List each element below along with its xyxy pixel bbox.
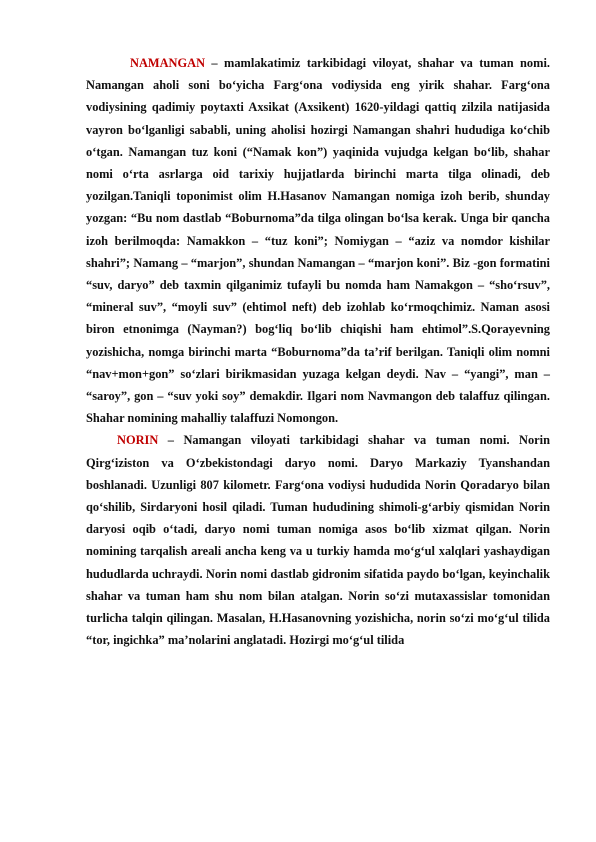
- document-page: [86, 52, 550, 651]
- entry-term: NORIN: [117, 433, 159, 448]
- entry-namangan: [86, 52, 550, 429]
- entry-text: – Namangan viloyati tarkibidagi shahar va tuman nomi. Norin Qirg‘iziston va O‘zbekistondagi daryo nomi. Daryo Markaziy Tyanshandan boshlanadi. Uzunligi 807 kilometr. Farg‘ona vodiysi hududida Norin Qoradaryo bilan qo‘shilib, Sirdaryoni hosil qiladi. Tuman hududining shimoli-g‘arbiy qismidan Norin daryosi oqib o‘tadi, daryo nomi tuman nomiga asos bo‘lib xizmat qilgan. Norin nomining tarqalish areali ancha keng va u turkiy hamda mo‘g‘ul xalqlari yashaydigan hududlarda uchraydi. Norin nomi dastlab gidronim sifatida paydo bo‘lgan, keyinchalik shahar va tuman ham shu nom bilan atalgan. Norin so‘zi mutaxassislar tomonidan turlicha talqin qilingan. Masalan, H.Hasanovning yozishicha, norin so‘zi mo‘g‘ul tilida “tor, ingichka” ma’nolarini anglatadi. Hozirgi mo‘g‘ul tilida: [86, 433, 550, 648]
- entry-norin: [86, 429, 550, 651]
- entry-term: NAMANGAN: [130, 56, 206, 70]
- entry-text: – mamlakatimiz tarkibidagi viloyat, shahar va tuman nomi. Namangan aholi soni bo‘yicha Farg‘ona vodiysida eng yirik shahar. Farg‘ona vodiysining qadimiy poytaxti Axsikat (Axsikent) 1620-yildagi qattiq zilzila natijasida vayron bo‘lganligi sababli, uning aholisi hozirgi Namangan shahri hududiga ko‘chib o‘tgan. Namangan tuz koni (“Namak kon”) yaqinida vujudga kelgan bo‘lib, shahar nomi o‘rta asrlarga oid tarixiy hujjatlarda birinchi marta tilga olinadi, deb yozilgan.Taniqli toponimist olim H.Hasanov Namangan nomiga izoh berib, shunday yozgan: “Bu nom dastlab “Boburnoma”da tilga olingan bo‘lsa kerak. Unga bir qancha izoh berilmoqda: Namakkon – “tuz koni”; Nomiygan – “aziz va nomdor kishilar shahri”; Namang – “marjon”, shundan Namangan – “marjon koni”. Biz -gon formatini “suv, daryo” deb taxmin qilganimiz tufayli bu nomda ham Namakgon – “sho‘rsuv”, “mineral suv”, “moyli suv” (ehtimol neft) deb izohlab ko‘rmoqchimiz. Naman asosi biron etnonimga (Nayman?) bog‘liq bo‘lib chiqishi ham ehtimol”.S.Qorayevning yozishicha, nomga birinchi marta “Boburnoma”da ta’rif berilgan. Taniqli olim nomni “nav+mon+gon” so‘zlari birikmasidan yuzaga kelgan deydi. Nav – “yangi”, man – “saroy”, gon – “suv yoki soy” demakdir. Ilgari nom Navmangon deb talaffuz qilingan. Shahar nomining mahalliy talaffuzi Nomongon.: [86, 56, 550, 426]
